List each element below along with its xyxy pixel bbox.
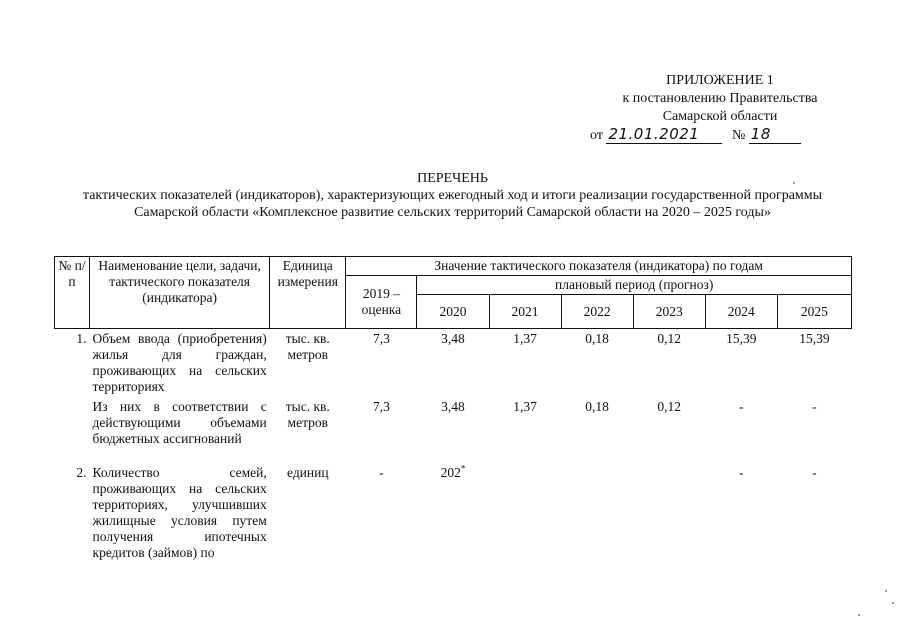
scan-speck (858, 614, 860, 616)
title-line-1: тактических показателей (индикаторов), характеризующих ежегодный ход и итоги реализации государственной программы (82, 188, 823, 203)
value-cell: 0,12 (657, 331, 681, 346)
scan-speck (793, 182, 795, 184)
row-number (55, 397, 90, 463)
value-cell (561, 463, 633, 563)
decree-date-number-line (590, 125, 850, 145)
unit-cell: тыс. кв. метров (285, 331, 330, 362)
value-cell: 0,18 (585, 399, 609, 414)
title-line-2: Самарской области «Комплексное развитие сельских территорий Самарской области на 2020 – 2025 годы» (134, 205, 771, 220)
handwritten-number: 18 (749, 125, 801, 144)
indicator-name: Из них в соответствии с действующими объемами бюджетных ассигнований (92, 399, 267, 446)
value-cell: 1,37 (513, 399, 537, 414)
value-cell (489, 463, 561, 563)
header-unit: Единица измерения (270, 257, 346, 329)
value-cell: 3,48 (441, 399, 465, 414)
value-cell (417, 463, 489, 563)
value-cell: - (812, 465, 817, 480)
date-prefix: от (590, 128, 603, 143)
table-row (55, 397, 852, 463)
value-cell: - (739, 465, 744, 480)
table-row (55, 329, 852, 398)
value-cell: 1,37 (513, 331, 537, 346)
unit-cell: единиц (287, 465, 329, 480)
indicator-name: Количество семей, проживающих на сельских территориях, улучшивших жилищные условия путем получения ипотечных кредитов (займов) по (92, 465, 267, 560)
header-year: 2024 (705, 295, 777, 329)
value-cell: 3,48 (441, 331, 465, 346)
title-heading: ПЕРЕЧЕНЬ (417, 171, 488, 186)
handwritten-date: 21.01.2021 (606, 125, 722, 144)
value-cell (633, 463, 705, 563)
value-cell: 7,3 (372, 399, 390, 414)
scan-speck (885, 590, 887, 592)
header-name: Наименование цели, задачи, тактического показателя (индикатора) (90, 257, 270, 329)
value-cell: - (812, 399, 817, 414)
value-cell: - (379, 465, 384, 480)
attachment-title: ПРИЛОЖЕНИЕ 1 (666, 73, 774, 88)
header-year: 2020 (417, 295, 489, 329)
header-year: 2022 (561, 295, 633, 329)
value-cell: 7,3 (372, 331, 390, 346)
header-year: 2025 (777, 295, 851, 329)
table-row (55, 463, 852, 563)
indicator-name: Объем ввода (приобретения) жилья для граждан, проживающих на сельских территориях (92, 331, 267, 394)
indicators-table (54, 256, 852, 563)
value-cell: 15,39 (799, 331, 830, 346)
header-num: № п/п (55, 257, 90, 329)
attachment-block (590, 72, 850, 126)
value-cell: - (739, 399, 744, 414)
header-estimate: 2019 – оценка (346, 276, 417, 329)
footnote-mark: * (460, 463, 466, 474)
header-planned: плановый период (прогноз) (417, 276, 852, 295)
header-value-group: Значение тактического показателя (индикатора) по годам (346, 257, 852, 276)
value-text: 202 (440, 465, 461, 480)
attachment-region-line: Самарской области (662, 109, 778, 124)
value-cell: 0,12 (657, 399, 681, 414)
attachment-decree-line: к постановлению Правительства (622, 91, 818, 106)
row-number: 2. (76, 465, 87, 480)
value-cell: 15,39 (726, 331, 757, 346)
value-cell: 0,18 (585, 331, 609, 346)
unit-cell: тыс. кв. метров (285, 399, 330, 430)
header-year: 2023 (633, 295, 705, 329)
number-prefix: № (731, 128, 746, 143)
header-year: 2021 (489, 295, 561, 329)
row-number: 1. (76, 331, 87, 346)
scan-speck (892, 602, 894, 604)
document-title (40, 170, 865, 221)
